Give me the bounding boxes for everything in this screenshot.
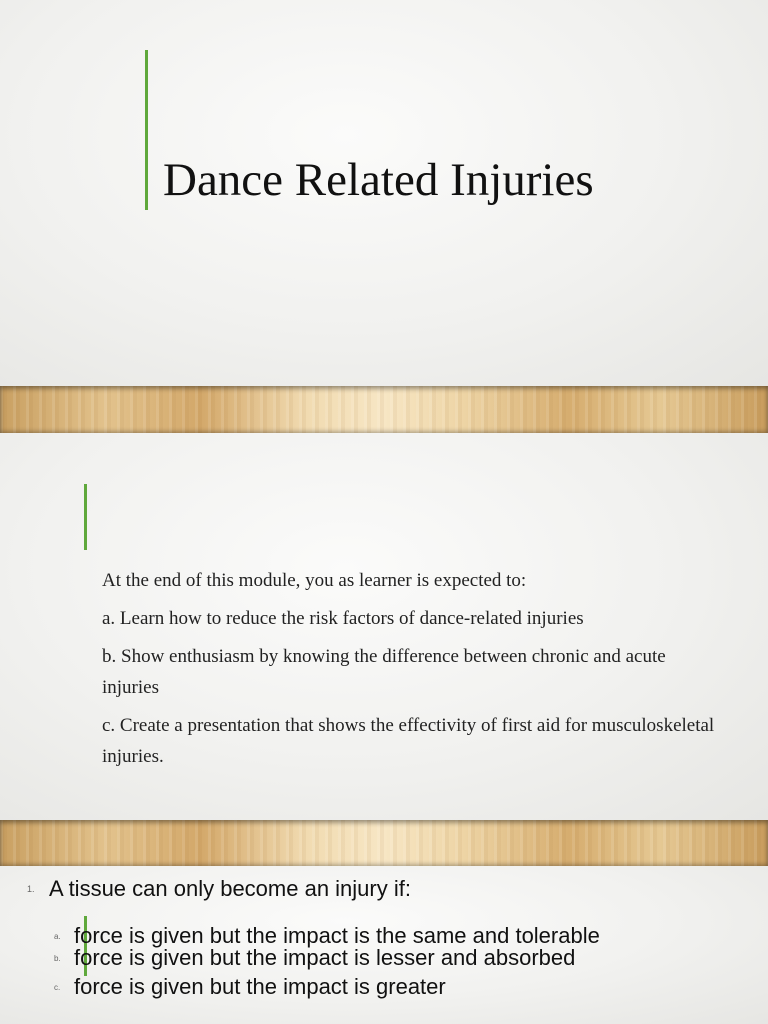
- option-letter: b.: [54, 953, 61, 963]
- slide-quiz: [0, 866, 768, 1024]
- question-text: A tissue can only become an injury if:: [49, 876, 411, 901]
- option-text: force is given but the impact is greater: [74, 974, 446, 999]
- objective-item-c: c. Create a presentation that shows the effectivity of first aid for musculoskeletal injuries.: [102, 715, 715, 767]
- option-text: force is given but the impact is the same and tolerable: [74, 923, 600, 948]
- slide-divider: [0, 820, 768, 866]
- option-letter: a.: [54, 931, 61, 941]
- quiz-option-b: [54, 945, 575, 971]
- objectives-list: [102, 565, 722, 779]
- slide-objectives: [0, 433, 768, 820]
- option-text: force is given but the impact is lesser and absorbed: [74, 945, 576, 970]
- objective-item-a: a. Learn how to reduce the risk factors of dance-related injuries: [102, 608, 584, 629]
- objectives-intro: At the end of this module, you as learner is expected to:: [102, 570, 527, 591]
- accent-bar: [84, 484, 87, 550]
- slide-title-text: Dance Related Injuries: [163, 154, 594, 206]
- option-letter: c.: [54, 982, 61, 992]
- quiz-option-c: [54, 974, 446, 1000]
- objective-item-b: b. Show enthusiasm by knowing the difference between chronic and acute injuries: [102, 646, 666, 698]
- question-number: 1.: [27, 884, 35, 894]
- quiz-question: [27, 876, 411, 902]
- slide-title: [0, 0, 768, 386]
- slide-divider: [0, 386, 768, 433]
- accent-bar: [145, 50, 148, 210]
